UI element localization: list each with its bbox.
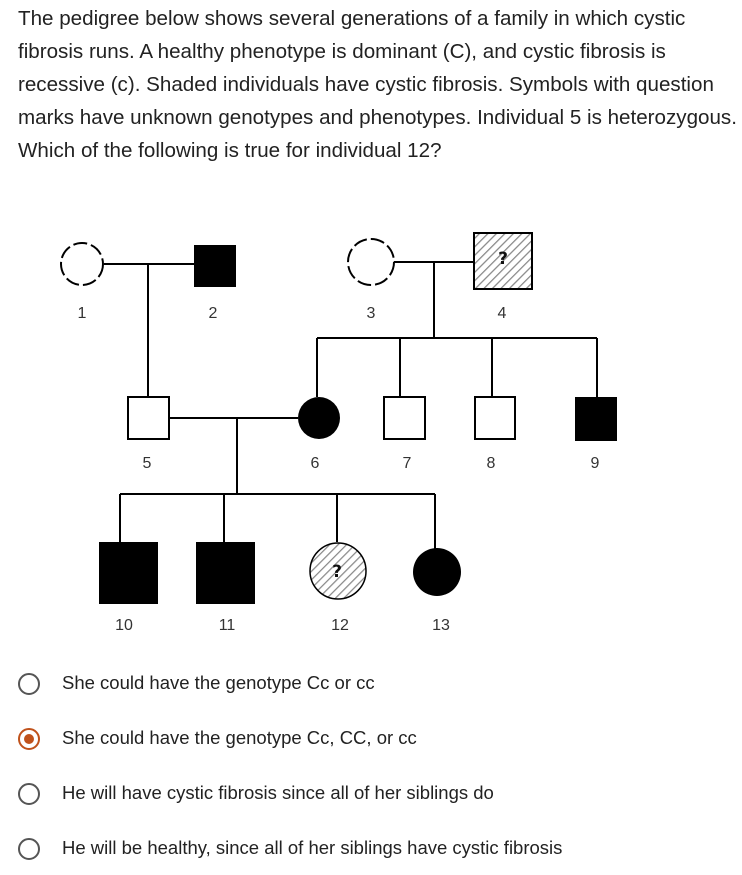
label-5: 5	[142, 455, 152, 472]
question-mark-12: ?	[332, 562, 342, 582]
individual-11	[196, 542, 255, 634]
question-text: The pedigree below shows several generations of a family in which cystic fibrosis runs. A healthy phenotype is dominant (C), and cystic fibrosis is recessive (c). Shaded individuals have cystic fibrosis. Symbols with question marks have unknown genotypes and phenotypes. Individual 5 is heterozygous. Which of the following is true for individual 12?	[18, 7, 737, 162]
question-mark-4: ?	[498, 249, 508, 269]
label-13: 13	[432, 617, 450, 634]
label-9: 9	[590, 455, 600, 472]
label-6: 6	[310, 455, 320, 472]
radio-button-3[interactable]	[18, 783, 40, 805]
female-symbol-affected	[413, 548, 461, 596]
male-symbol	[475, 397, 515, 439]
male-symbol-affected	[99, 542, 158, 604]
male-symbol-affected	[196, 542, 255, 604]
option-label-3: He will have cystic fibrosis since all of her siblings do	[62, 782, 494, 803]
male-symbol-affected	[575, 397, 617, 441]
option-2[interactable]	[18, 725, 718, 755]
label-10: 10	[115, 617, 133, 634]
individual-7	[384, 397, 425, 472]
pedigree-chart	[0, 220, 742, 650]
option-label-1: She could have the genotype Cc or cc	[62, 672, 375, 693]
label-2: 2	[208, 305, 218, 322]
option-3[interactable]	[18, 780, 718, 810]
male-symbol-affected	[194, 245, 236, 287]
individual-4	[474, 233, 532, 322]
label-12: 12	[331, 617, 349, 634]
individual-1	[61, 243, 103, 322]
radio-button-2-selected[interactable]	[18, 728, 40, 750]
label-4: 4	[497, 305, 507, 322]
individual-2	[194, 245, 236, 322]
label-11: 11	[218, 617, 236, 634]
option-1[interactable]	[18, 670, 718, 700]
individual-3	[348, 239, 394, 322]
individual-12	[310, 543, 366, 634]
male-symbol	[384, 397, 425, 439]
individual-5	[128, 397, 169, 472]
female-symbol	[348, 239, 394, 285]
individual-10	[99, 542, 158, 634]
label-3: 3	[366, 305, 376, 322]
male-symbol	[128, 397, 169, 439]
individual-6	[298, 397, 340, 472]
option-4[interactable]	[18, 835, 718, 865]
female-symbol-affected	[298, 397, 340, 439]
radio-selected-dot	[24, 734, 34, 744]
radio-button-1[interactable]	[18, 673, 40, 695]
individual-9	[575, 397, 617, 472]
radio-button-4[interactable]	[18, 838, 40, 860]
label-7: 7	[402, 455, 412, 472]
individual-8	[475, 397, 515, 472]
label-1: 1	[77, 305, 87, 322]
individual-13	[413, 548, 461, 634]
female-symbol	[61, 243, 103, 285]
label-8: 8	[486, 455, 496, 472]
pedigree-lines	[104, 262, 597, 550]
option-label-4: He will be healthy, since all of her siblings have cystic fibrosis	[62, 837, 563, 858]
option-label-2: She could have the genotype Cc, CC, or cc	[62, 727, 417, 748]
